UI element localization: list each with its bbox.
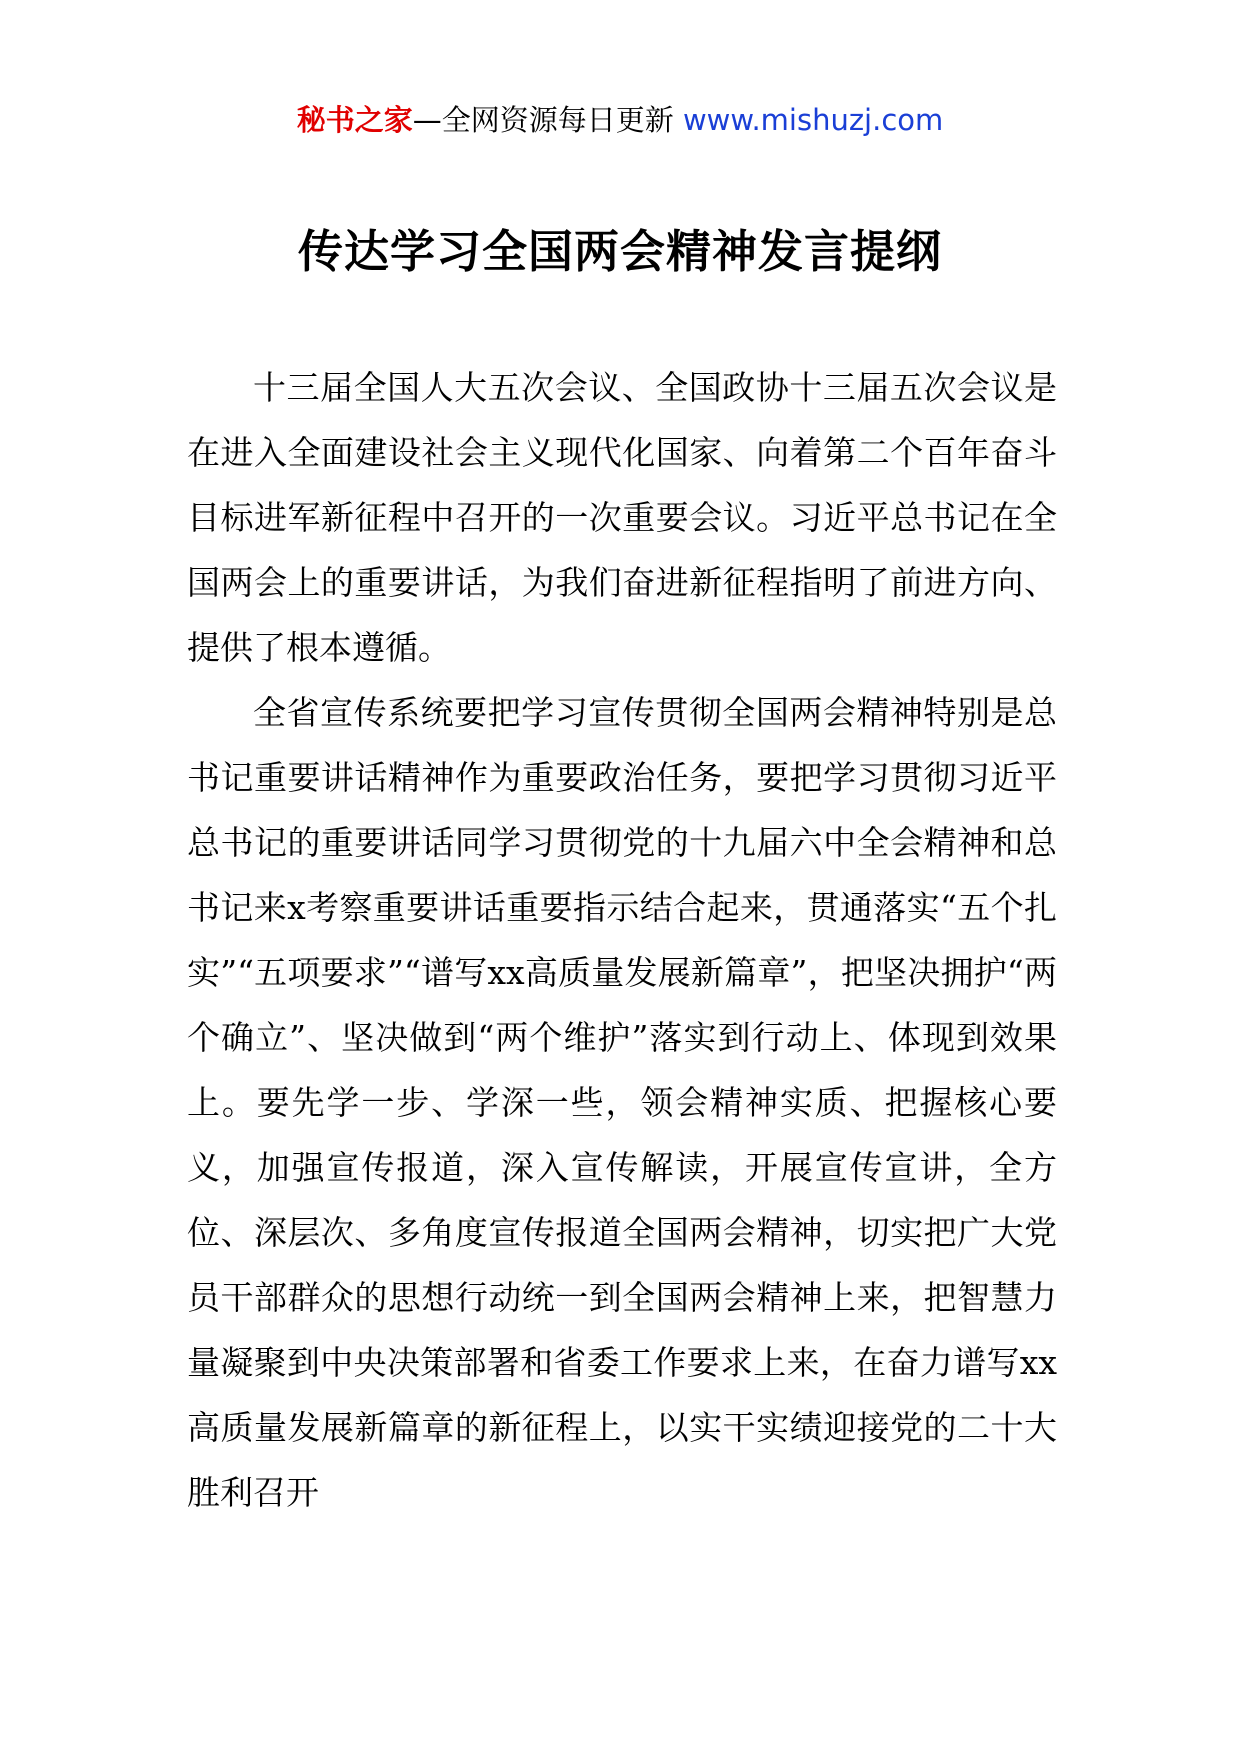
- document-body: [187, 355, 1057, 1525]
- site-header: [0, 100, 1240, 140]
- paragraph-1: 十三届全国人大五次会议、全国政协十三届五次会议是在进入全面建设社会主义现代化国家、向着第二个百年奋斗目标进军新征程中召开的一次重要会议。习近平总书记在全国两会上的重要讲话，为我们奋进新征程指明了前进方向、提供了根本遵循。: [187, 368, 1057, 667]
- paragraph-2: 全省宣传系统要把学习宣传贯彻全国两会精神特别是总书记重要讲话精神作为重要政治任务，要把学习贯彻习近平总书记的重要讲话同学习贯彻党的十九届六中全会精神和总书记来x考察重要讲话重要指示结合起来，贯通落实“五个扎实”“五项要求”“谱写xx高质量发展新篇章”，把坚决拥护“两个确立”、坚决做到“两个维护”落实到行动上、体现到效果上。要先学一步、学深一些，领会精神实质、把握核心要义，加强宣传报道，深入宣传解读，开展宣传宣讲，全方位、深层次、多角度宣传报道全国两会精神，切实把广大党员干部群众的思想行动统一到全国两会精神上来，把智慧力量凝聚到中央决策部署和省委工作要求上来，在奋力谱写xx高质量发展新篇章的新征程上，以实干实绩迎接党的二十大胜利召开: [187, 693, 1057, 1512]
- header-slogan: —全网资源每日更新: [412, 103, 683, 137]
- site-url-link[interactable]: www.mishuzj.com: [682, 103, 944, 137]
- brand-name: 秘书之家: [296, 103, 413, 137]
- document-title: 传达学习全国两会精神发言提纲: [297, 225, 942, 278]
